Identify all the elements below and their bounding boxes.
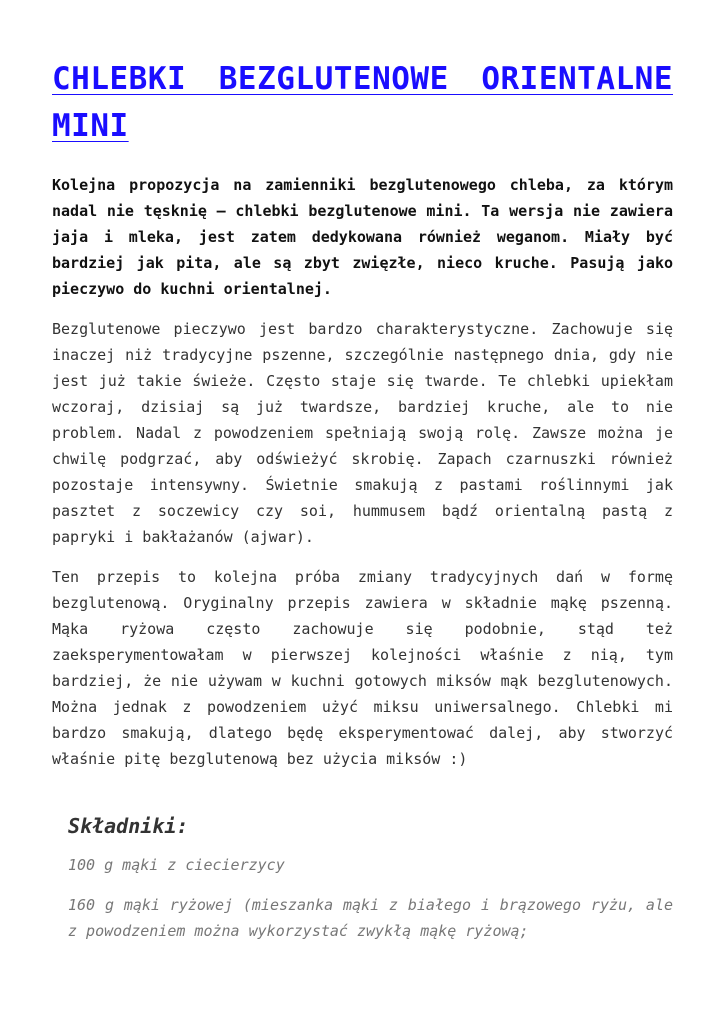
ingredient-item: 160 g mąki ryżowej (mieszanka mąki z białego i brązowego ryżu, ale z powodzeniem można wykorzystać zwykłą mąkę ryżową; — [68, 896, 673, 940]
body-paragraph-2: Ten przepis to kolejna próba zmiany tradycyjnych dań w formę bezglutenową. Oryginalny przepis zawiera w składnie mąkę pszenną. Mąka ryżowa często zachowuje się podobnie, stąd też zaeksperymentowałam w pierwszej kolejności właśnie z nią, tym bardziej, że nie używam w kuchni gotowych miksów mąk bezglutenowych. Można jednak z powodzeniem użyć miksu uniwersalnego. Chlebki mi bardzo smakują, dlatego będę eksperymentować dalej, aby stworzyć właśnie pitę bezglutenową bez użycia miksów :) — [52, 568, 673, 768]
ingredients-heading: Składniki: — [68, 814, 189, 838]
article-title-link[interactable]: CHLEBKI BEZGLUTENOWE ORIENTALNE MINI — [52, 61, 673, 144]
ingredients-section — [68, 812, 673, 944]
article-title — [52, 56, 673, 150]
body-paragraph-1: Bezglutenowe pieczywo jest bardzo charakterystyczne. Zachowuje się inaczej niż tradycyjne pszenne, szczególnie następnego dnia, gdy nie jest już takie świeże. Często staje się twarde. Te chlebki upiekłam wczoraj, dzisiaj są już twardsze, bardziej kruche, ale to nie problem. Nadal z powodzeniem spełniają swoją rolę. Zawsze można je chwilę podgrzać, aby odświeżyć skrobię. Zapach czarnuszki również pozostaje intensywny. Świetnie smakują z pastami roślinnymi jak pasztet z soczewicy czy soi, hummusem bądź orientalną pastą z papryki i bakłażanów (ajwar). — [52, 320, 673, 546]
ingredient-item: 100 g mąki z ciecierzycy — [68, 856, 285, 874]
lead-paragraph: Kolejna propozycja na zamienniki bezglutenowego chleba, za którym nadal nie tęsknię – chlebki bezglutenowe mini. Ta wersja nie zawiera jaja i mleka, jest zatem dedykowana również weganom. Miały być bardziej jak pita, ale są zbyt zwięzłe, nieco kruche. Pasują jako pieczywo do kuchni orientalnej. — [52, 176, 673, 298]
article — [52, 56, 673, 944]
